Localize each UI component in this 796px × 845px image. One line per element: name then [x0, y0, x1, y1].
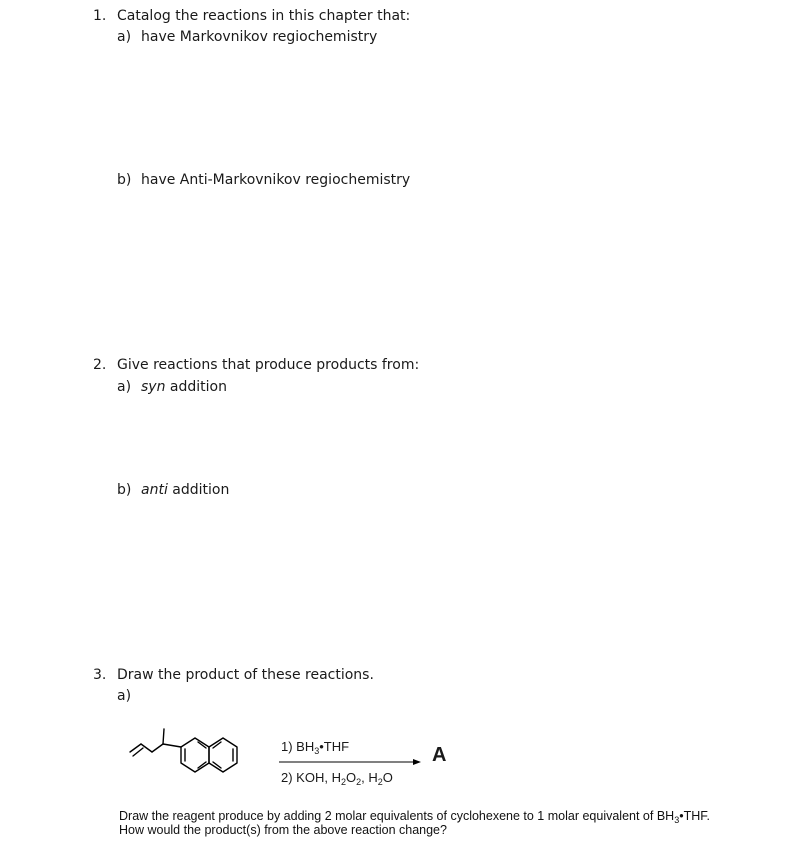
product-label: A: [432, 744, 447, 766]
question-3a-label: a): [117, 688, 132, 704]
question-1-text: Catalog the reactions in this chapter that:: [117, 8, 411, 24]
question-2a-text: addition: [165, 379, 227, 395]
question-1a-text: have Markovnikov regiochemistry: [141, 29, 378, 45]
question-1-number: 1.: [93, 8, 107, 24]
question-2a-italic: syn: [141, 379, 166, 395]
question-2-number: 2.: [93, 357, 107, 373]
reagent-step-1: 1) $BH_3•THF$: [281, 739, 350, 756]
question-3-text: Draw the product of these reactions.: [117, 667, 374, 683]
question-2-text: Give reactions that produce products from:: [117, 357, 420, 373]
question-3-number: 3.: [93, 667, 107, 683]
note-line-2: How would the product(s) from the above reaction change?: [119, 823, 447, 837]
arrow-head-icon: [413, 759, 421, 765]
question-2b-text: addition: [167, 482, 230, 498]
note-line-1: Draw the reagent produce by adding 2 molar equivalents of cyclohexene to 1 molar equivalent of $BH_3•THF$.: [119, 809, 710, 825]
question-1a-label: a): [117, 29, 132, 45]
question-2b-italic: anti: [141, 482, 168, 498]
question-1b-label: b): [117, 172, 132, 188]
question-1b-text: have Anti-Markovnikov regiochemistry: [141, 172, 411, 188]
question-2b-label: b): [117, 482, 132, 498]
question-2a-label: a): [117, 379, 132, 395]
reagent-step-2: 2) KOH, $H_2O_2$, $H_2O$: [281, 770, 393, 787]
